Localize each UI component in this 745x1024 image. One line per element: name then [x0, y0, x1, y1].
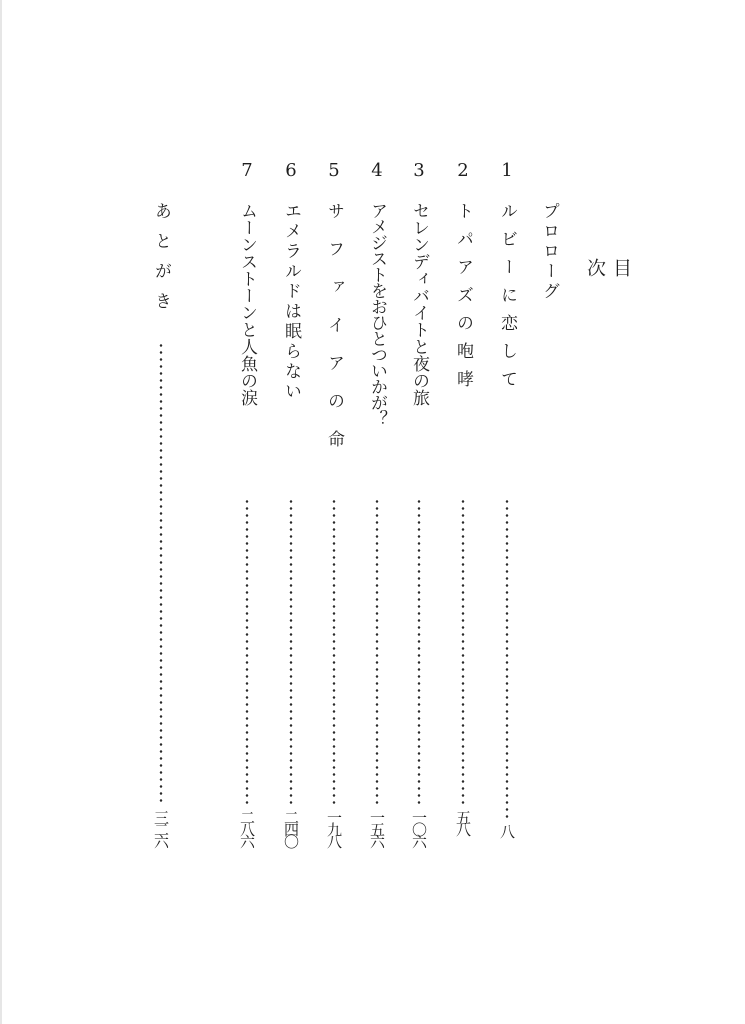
chapter-title: サファイアの命 — [324, 202, 344, 468]
chapter-number: 3 — [413, 160, 425, 181]
chapter-title: アメジストをおひとついかが？ — [367, 202, 387, 426]
leader-dots — [159, 342, 163, 804]
leader-dots — [332, 498, 336, 804]
leader-dots — [245, 498, 249, 804]
page-number: 三二六 — [152, 810, 170, 846]
chapter-number: 5 — [328, 160, 340, 181]
chapter-title: ムーンストーンと人魚の涙 — [237, 202, 257, 406]
page-number: 八 — [498, 824, 516, 836]
chapter-title: セレンディバイトと夜の旅 — [409, 202, 429, 406]
chapter-number: 7 — [241, 160, 253, 181]
chapter-number: 2 — [457, 160, 469, 181]
leader-dots — [375, 498, 379, 804]
afterword-title: あとがき — [151, 202, 171, 322]
leader-dots — [461, 498, 465, 804]
page-number: 一〇六 — [410, 810, 428, 846]
page-edge — [0, 0, 2, 1024]
leader-dots — [289, 498, 293, 804]
page-number: 二四〇 — [282, 810, 300, 846]
page-number: 五八 — [454, 810, 472, 834]
toc-prologue[interactable]: プロローグ — [539, 202, 559, 302]
page-number: 一九八 — [325, 810, 343, 846]
chapter-title: ルビーに恋して — [497, 202, 517, 398]
chapter-title: エメラルドは眠らない — [281, 202, 301, 402]
chapter-number: 6 — [285, 160, 297, 181]
chapter-number: 4 — [371, 160, 383, 181]
leader-dots — [505, 498, 509, 818]
chapter-number: 1 — [501, 160, 513, 181]
page-number: 一五六 — [368, 810, 386, 846]
chapter-title: トパアズの咆哮 — [453, 202, 473, 398]
page-number: 二八六 — [238, 810, 256, 846]
leader-dots — [417, 498, 421, 804]
page-title: 目次 — [584, 258, 632, 329]
